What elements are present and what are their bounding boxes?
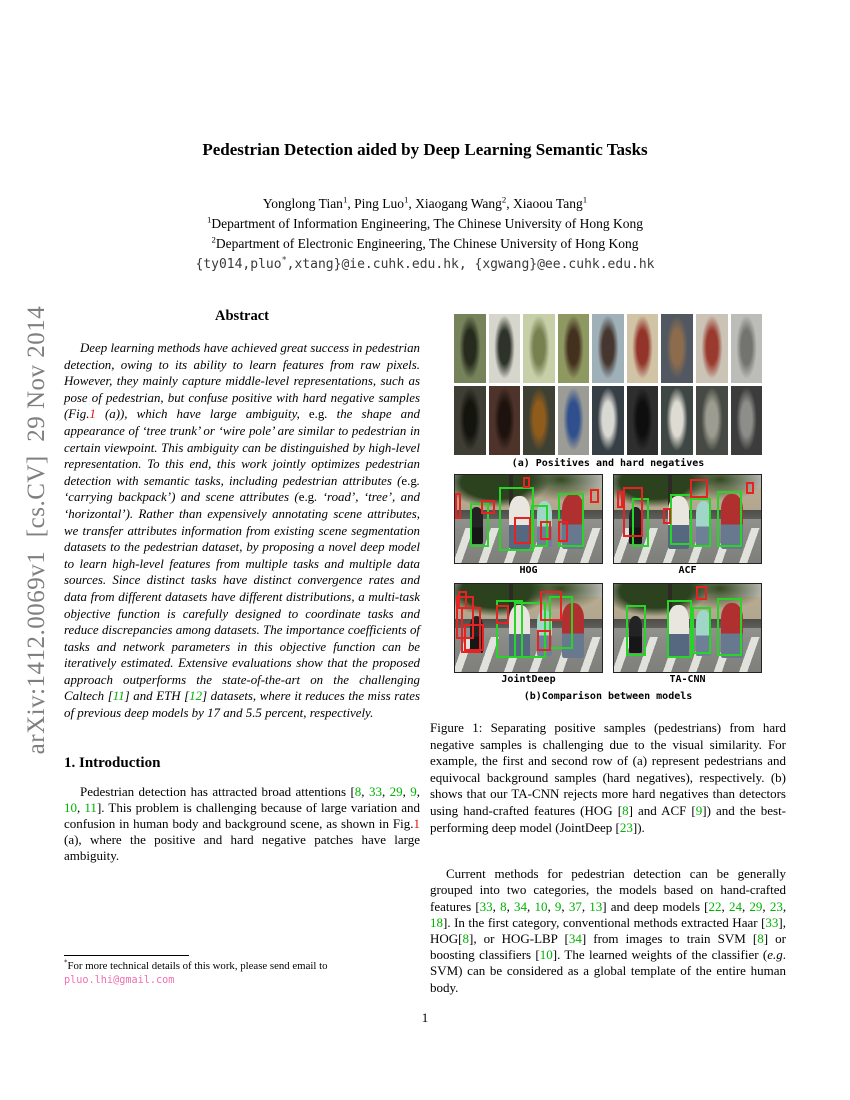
text-run: {ty014,pluo [195, 257, 282, 272]
panel-tacnn [613, 583, 762, 690]
text-run: , [741, 898, 750, 914]
text-run: 1 [206, 214, 212, 225]
text-run: , [762, 898, 770, 914]
hard-negative-patch [523, 386, 555, 455]
citation-link[interactable]: 29 [749, 898, 763, 914]
model-comparison-grid [454, 474, 762, 690]
detection-box-false-positive [514, 517, 532, 543]
positive-sample-patch [558, 314, 590, 383]
footnote-rule [64, 955, 189, 956]
figure-1b-label: (b)Comparison between models [523, 691, 693, 702]
detection-scene-jointdeep [454, 583, 603, 673]
text-run: , [547, 898, 555, 914]
hard-negative-patch [558, 386, 590, 455]
detection-box-positive [626, 605, 647, 656]
text-run: , [527, 898, 535, 914]
text-run: Deep learning methods have achieved great success in pedestrian detection, owing to its ability to learn features from raw pixels. However, they mainly capture middle-level representations, such as pose of pedestrian, but confuse positive with hard negative samples (Fig. [64, 341, 420, 422]
positive-sample-patch [627, 314, 659, 383]
abstract-heading: Abstract [215, 308, 269, 324]
panel-label-jointdeep: JointDeep [501, 674, 556, 685]
text-run: * [281, 254, 287, 265]
panel-label-hog: HOG [519, 565, 538, 576]
detection-box-false-positive [481, 500, 494, 514]
text-run: ,xtang}@ie.cuhk.edu.hk, {xgwang}@ee.cuhk.edu.hk [286, 257, 655, 272]
text-run: , [361, 783, 369, 799]
citation-link[interactable]: 34 [568, 930, 582, 946]
text-run: , [402, 783, 411, 799]
citation-link[interactable]: 23 [619, 819, 633, 835]
left-column [64, 308, 420, 865]
text-run: ] or boosting classifiers [ [430, 930, 786, 963]
detection-box-positive [692, 607, 711, 655]
text-run: Figure 1: Separating positive samples (pedestrians) from hard negative samples is challenging due to the visual similarity. For example, the first and second row of (a) represent pedestrians and equivocal background samples (hard negatives), respectively. (b) shows that our TA-CNN rejects more hard negatives than detectors using hand-crafted features (HOG [ [430, 720, 786, 818]
detection-scene-acf [613, 474, 762, 564]
citation-link[interactable]: 9 [554, 898, 562, 914]
text-run: ] and deep models [ [602, 898, 709, 914]
detection-box-false-positive [746, 482, 753, 494]
hard-negative-patch [661, 386, 693, 455]
affiliation-1 [0, 216, 850, 232]
detection-box-false-positive [663, 508, 672, 524]
citation-link[interactable]: 12 [189, 689, 203, 704]
text-run: ]. The learned weights of the classifier ( [552, 947, 768, 963]
figure-1-caption [430, 720, 786, 836]
positive-sample-patch [489, 314, 521, 383]
figure-ref-link[interactable]: 1 [413, 816, 420, 832]
citation-link[interactable]: 10 [534, 898, 548, 914]
panel-jointdeep [454, 583, 603, 690]
text-run: 1 [342, 194, 348, 205]
affiliation-2 [0, 236, 850, 252]
text-run: Department of Electronic Engineering, The Chinese University of Hong Kong [215, 236, 639, 251]
detection-box-false-positive [623, 487, 644, 536]
citation-link[interactable]: 10 [539, 947, 553, 963]
citation-link[interactable]: 33 [479, 898, 493, 914]
figure-1 [454, 314, 762, 703]
positive-sample-patch [731, 314, 763, 383]
positive-sample-patch [661, 314, 693, 383]
hard-negative-patch [454, 386, 486, 455]
text-run: (a)), which have large ambiguity, [95, 407, 309, 422]
detection-box-false-positive [558, 521, 568, 542]
text-run: * [64, 958, 68, 967]
text-run: ]. In the first category, conventional methods extracted Haar [ [443, 914, 766, 930]
introduction-paragraph [64, 784, 420, 865]
text-run: , Xiaogang Wang [408, 196, 502, 211]
text-run: 1 [403, 194, 409, 205]
text-run: ] and ETH [ [124, 689, 190, 704]
text-run: ], or HOG-LBP [ [469, 930, 569, 946]
text-run: , [492, 898, 501, 914]
citation-link[interactable]: 33 [368, 783, 382, 799]
detection-box-false-positive [464, 624, 485, 650]
text-run: . the shape and appearance of ‘tree trunk’ or ‘wire pole’ are similar to pedestrian in certain viewpoint. This ambiguity can be distinguished by high-level representation. To this end, this work jointly optimizes pedestrian detection with semantic tasks, including pedestrian attributes ( [64, 407, 420, 488]
detection-box-false-positive [458, 591, 467, 609]
detection-box-false-positive [690, 479, 708, 498]
text-run: , [416, 783, 420, 799]
right-column-paragraph [430, 866, 786, 996]
detection-scene-tacnn [613, 583, 762, 673]
citation-link[interactable]: 9 [695, 802, 703, 818]
text-run: ] datasets, where it reduces the miss rates of previous deep models by 17 and 5.5 percent, respectively. [64, 689, 420, 721]
citation-link[interactable]: 8 [354, 783, 362, 799]
panel-label-tacnn: TA-CNN [669, 674, 706, 685]
citation-link[interactable]: 8 [500, 898, 507, 914]
abstract-text [64, 340, 420, 722]
text-run: ] from images to train SVM [ [581, 930, 758, 946]
citation-link[interactable]: 33 [765, 914, 779, 930]
author-emails [0, 254, 850, 272]
text-run: , Ping Luo [347, 196, 404, 211]
right-column [430, 310, 786, 996]
detection-box-false-positive [523, 477, 530, 488]
text-run: 2 [501, 194, 507, 205]
text-run: (a), where the positive and hard negative patches have large ambiguity. [64, 832, 420, 864]
citation-link[interactable]: 11 [84, 799, 97, 815]
detection-box-positive [717, 598, 742, 656]
hard-negative-patch [696, 386, 728, 455]
citation-link[interactable]: 8 [462, 930, 469, 946]
text-run: ] and ACF [ [628, 802, 696, 818]
arxiv-watermark: arXiv:1412.0069v1 [cs.CV] 29 Nov 2014 [23, 305, 50, 755]
text-run: Current methods for pedestrian detection can be generally grouped into two categories, the models based on hand-crafted features [ [430, 866, 786, 914]
text-run: , [561, 898, 569, 914]
detection-box-false-positive [455, 493, 461, 519]
citation-link[interactable]: 9 [410, 783, 417, 799]
text-run: 1 [582, 194, 588, 205]
citation-link[interactable]: 37 [568, 898, 582, 914]
citation-link[interactable]: 13 [589, 898, 603, 914]
positive-sample-patch [523, 314, 555, 383]
citation-link[interactable]: 23 [769, 898, 783, 914]
detection-box-positive [667, 600, 692, 658]
footnote [64, 955, 420, 987]
detection-box-false-positive [540, 521, 550, 540]
text-run: e.g [767, 947, 783, 963]
text-run: , [381, 783, 390, 799]
paper-title: Pedestrian Detection aided by Deep Learning Semantic Tasks [202, 140, 648, 159]
citation-link[interactable]: 18 [430, 914, 443, 930]
text-run: , [721, 898, 729, 914]
hard-negative-patch [627, 386, 659, 455]
detection-box-false-positive [696, 586, 706, 600]
detection-box-false-positive [540, 591, 562, 621]
citation-link[interactable]: 34 [514, 898, 528, 914]
email-link[interactable]: pluo.lhi@gmail.com [64, 974, 175, 986]
positive-sample-patch [592, 314, 624, 383]
hard-negatives-patch-row [454, 386, 762, 455]
citation-link[interactable]: 11 [112, 689, 125, 704]
citation-link[interactable]: 22 [708, 898, 722, 914]
text-run: For more technical details of this work, please send email to [67, 960, 328, 972]
panel-label-acf: ACF [678, 565, 697, 576]
figure-1a-label: (a) Positives and hard negatives [511, 458, 705, 469]
text-run: Pedestrian detection has attracted broad attentions [ [80, 783, 355, 799]
citation-link[interactable]: 8 [622, 802, 629, 818]
detection-box-false-positive [590, 489, 599, 503]
hard-negative-patch [489, 386, 521, 455]
panel-acf [613, 474, 762, 581]
figure-ref-link[interactable]: 1 [89, 407, 96, 422]
text-run: , [77, 799, 85, 815]
text-run: , [506, 898, 515, 914]
detection-box-positive [670, 494, 692, 545]
positive-sample-patch [454, 314, 486, 383]
text-run: . SVM) can be considered as a global template of the entire human body. [430, 947, 787, 995]
text-run: . ‘road’, ‘tree’, and ‘horizontal’). Rather than expensively annotating scene attributes, we transfer attributes information from existing scene segmentation datasets to the pedestrian dataset, by proposing a novel deep model to learn high-level features from multiple tasks and multiple data sources. Since distinct tasks have distinct convergence rates and data from different datasets have different distributions, a multi-task objective function is carefully designed to coordinate tasks and reduce discrepancies among datasets. The importance coefficients of tasks and network parameters in this objective function can be iteratively estimated. Extensive evaluations show that the proposed approach outperforms the state-of-the-art on the challenging Caltech [ [64, 490, 421, 704]
detection-box-positive [717, 491, 742, 547]
text-run: e.g [401, 473, 417, 488]
positive-sample-patch [696, 314, 728, 383]
text-run: , [782, 898, 787, 914]
text-run: ], HOG[ [430, 914, 786, 946]
text-run: Department of Information Engineering, The Chinese University of Hong Kong [211, 216, 644, 231]
text-run: e.g [298, 490, 315, 505]
text-run: . ‘carrying backpack’) and scene attributes ( [64, 473, 420, 505]
citation-link[interactable]: 10 [64, 799, 77, 815]
hard-negative-patch [592, 386, 624, 455]
detection-box-false-positive [496, 605, 509, 624]
author-line [0, 196, 850, 212]
text-run: , Xiaoou Tang [506, 196, 583, 211]
positives-patch-row [454, 314, 762, 383]
detection-scene-hog [454, 474, 603, 564]
paper-header [0, 140, 850, 272]
detection-box-false-positive [537, 630, 550, 651]
footnote-text [64, 960, 420, 987]
citation-link[interactable]: 24 [728, 898, 742, 914]
text-run: 2 [211, 234, 216, 245]
text-run: ]). [632, 819, 645, 835]
page-number: 1 [421, 1010, 429, 1025]
panel-hog [454, 474, 603, 581]
section-heading-introduction: 1. Introduction [64, 754, 161, 771]
citation-link[interactable]: 8 [757, 930, 764, 946]
text-run: ]) and the best-performing deep model (JointDeep [ [430, 802, 787, 835]
citation-link[interactable]: 29 [389, 783, 403, 799]
detection-box-false-positive [617, 491, 623, 509]
hard-negative-patch [731, 386, 763, 455]
text-run: ]. This problem is challenging because of large variation and confusion in human body and background scene, as shown in Fig. [64, 799, 421, 832]
text-run: , [581, 898, 590, 914]
detection-box-positive [690, 498, 711, 547]
text-run: e.g [308, 407, 325, 422]
text-run: Yonglong Tian [262, 196, 343, 211]
